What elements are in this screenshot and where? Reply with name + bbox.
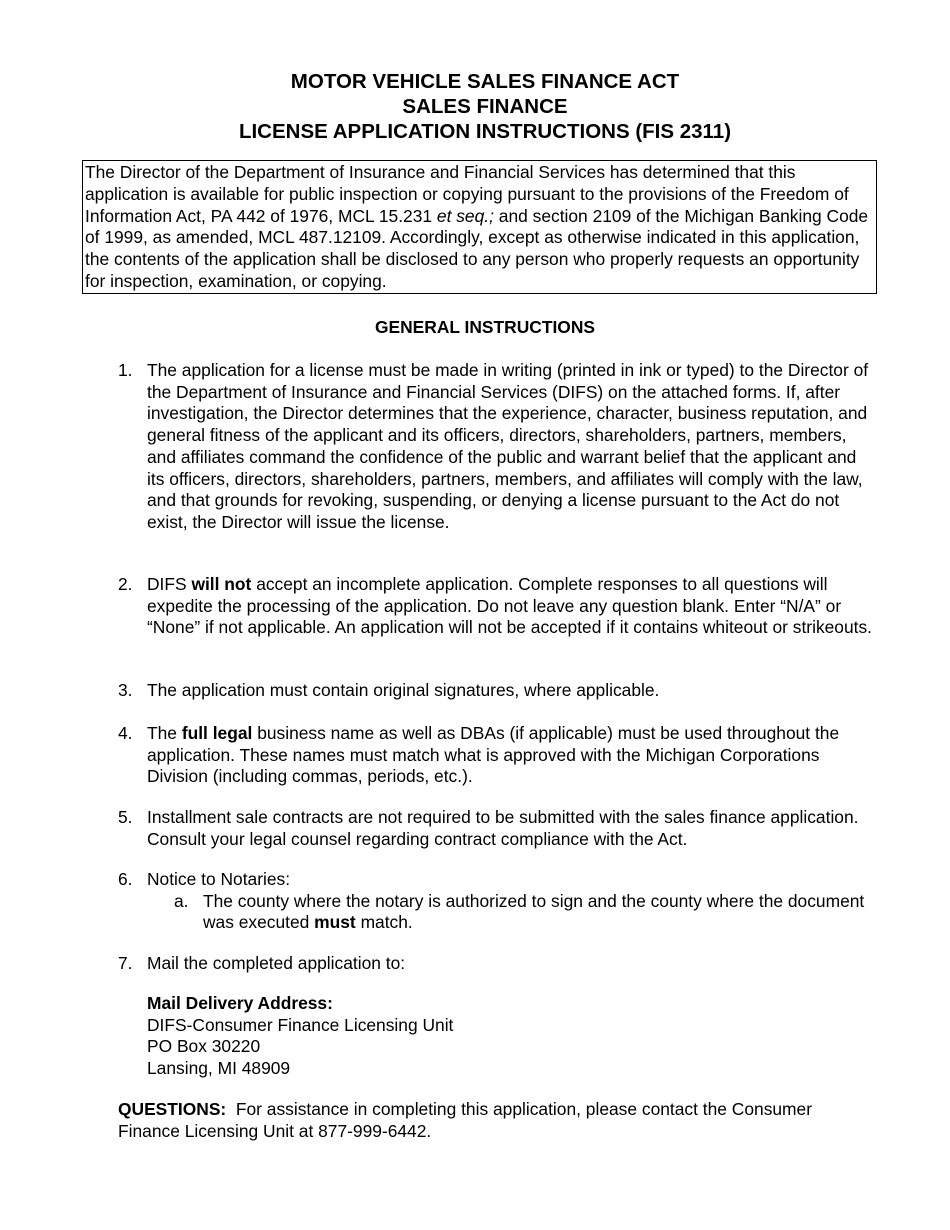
instruction-number: 3. bbox=[118, 680, 133, 700]
document-title bbox=[0, 69, 950, 144]
instruction-text-pre: The bbox=[147, 723, 182, 743]
subitem-text-post: match. bbox=[355, 912, 413, 933]
subitem-text-pre: The county where the notary is authorized to sign and the county where the document was executed bbox=[203, 890, 865, 933]
mail-address-line-3: Lansing, MI 48909 bbox=[147, 1058, 291, 1079]
instruction-text bbox=[147, 574, 878, 639]
mail-address-line-2: PO Box 30220 bbox=[147, 1036, 261, 1057]
instruction-text-post: business name as well as DBAs (if applicable) must be used throughout the application. These names must match what is approved with the Michigan Corporations Division (including commas, periods, etc.). bbox=[147, 723, 840, 787]
instruction-text-post: accept an incomplete application. Complete responses to all questions will expedite the processing of the application. Do not leave any question blank. Enter “N/A” or “None” if not applicable. An application will not be accepted if it contains whiteout or strikeouts. bbox=[147, 574, 873, 638]
instruction-number: 6. bbox=[118, 869, 133, 889]
general-instructions-heading: GENERAL INSTRUCTIONS bbox=[375, 317, 595, 337]
title-line-3: LICENSE APPLICATION INSTRUCTIONS (FIS 2311) bbox=[238, 120, 732, 143]
instruction-subitem-a bbox=[174, 891, 878, 934]
instruction-text: Installment sale contracts are not required to be submitted with the sales finance application. Consult your legal counsel regarding contract compliance with the Act. bbox=[147, 807, 859, 849]
instruction-text: Mail the completed application to: bbox=[147, 953, 406, 973]
questions-label: QUESTIONS: bbox=[118, 1099, 227, 1119]
instruction-text: The application must contain original signatures, where applicable. bbox=[147, 680, 660, 700]
title-line-1: MOTOR VEHICLE SALES FINANCE ACT bbox=[290, 70, 680, 93]
mail-delivery-address bbox=[147, 993, 647, 1080]
instruction-text-bold: full legal bbox=[181, 723, 253, 743]
instruction-text-bold: will not bbox=[191, 574, 252, 594]
questions-note bbox=[118, 1099, 878, 1142]
title-line-2: SALES FINANCE bbox=[402, 95, 568, 118]
instruction-text-main: Notice to Notaries: bbox=[147, 869, 291, 889]
instruction-number: 7. bbox=[118, 953, 133, 973]
instruction-text-pre: DIFS bbox=[147, 574, 192, 594]
instruction-item-4 bbox=[118, 723, 878, 788]
instruction-text bbox=[147, 723, 878, 788]
subitem-text bbox=[203, 891, 878, 934]
instruction-text bbox=[147, 869, 878, 934]
instruction-number: 1. bbox=[118, 360, 133, 380]
foia-notice-italic: et seq.; bbox=[436, 205, 494, 226]
foia-notice-part2: and section 2109 of the Michigan Banking Code of 1999, as amended, MCL 487.12109. Accordingly, except as otherwise indicated in this application, the contents of the application shall be disclosed to any person who properly requests an opportunity for inspection, examination, or copying. bbox=[85, 205, 869, 291]
foia-notice-box bbox=[82, 160, 877, 294]
mail-address-line-1: DIFS-Consumer Finance Licensing Unit bbox=[147, 1014, 454, 1035]
instruction-item-1 bbox=[118, 360, 878, 534]
instruction-number: 4. bbox=[118, 723, 133, 743]
subitem-text-bold: must bbox=[314, 912, 356, 933]
subitem-letter: a. bbox=[174, 890, 189, 911]
instruction-number: 5. bbox=[118, 807, 133, 827]
instruction-item-3 bbox=[118, 680, 878, 702]
foia-notice-part1: The Director of the Department of Insurance and Financial Services has determined that this application is available for public inspection or copying pursuant to the provisions of the Freedom of Information Act, PA 442 of 1976, MCL 15.231 bbox=[85, 162, 849, 226]
instruction-item-6 bbox=[118, 869, 878, 934]
questions-text: For assistance in completing this application, please contact the Consumer Finance Licensing Unit at 877-999-6442. bbox=[118, 1099, 817, 1141]
instruction-item-7 bbox=[118, 953, 878, 975]
instruction-text: The application for a license must be made in writing (printed in ink or typed) to the Director of the Department of Insurance and Financial Services (DIFS) on the attached forms. If, after investigation, the Director determines that the experience, character, business reputation, and general fitness of the applicant and its officers, directors, shareholders, partners, members, and affiliates command the confidence of the public and warrant belief that the applicant and its officers, directors, shareholders, partners, members, and affiliates will comply with the law, and that grounds for revoking, suspending, or denying a license pursuant to the Act do not exist, the Director will issue the license. bbox=[147, 360, 869, 532]
instruction-number: 2. bbox=[118, 574, 133, 594]
mail-address-label: Mail Delivery Address: bbox=[147, 993, 333, 1013]
instruction-item-2 bbox=[118, 574, 878, 639]
instruction-item-5 bbox=[118, 807, 878, 850]
